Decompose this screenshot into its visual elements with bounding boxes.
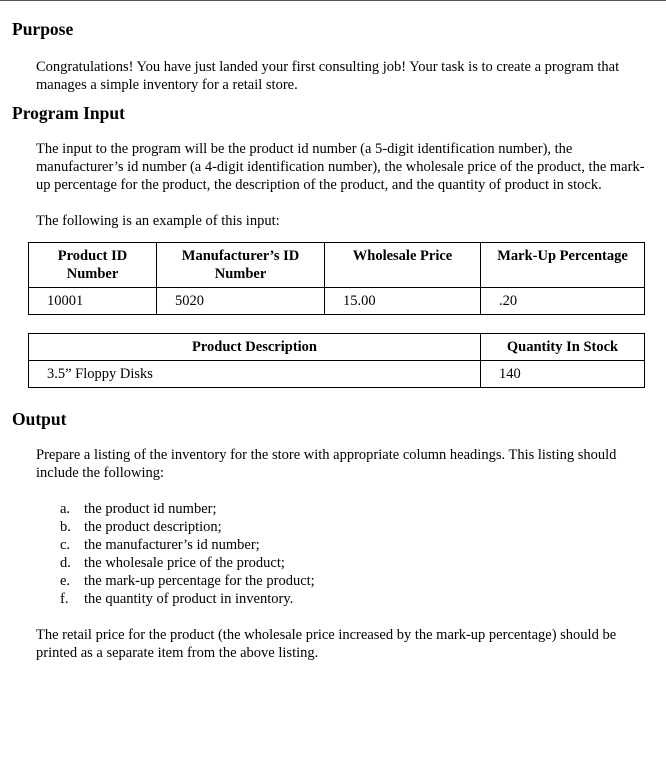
list-marker: e. bbox=[60, 573, 71, 589]
list-item-text: the product id number; bbox=[84, 501, 217, 517]
list-marker: d. bbox=[60, 555, 71, 571]
table-row bbox=[29, 361, 645, 388]
output-heading: Output bbox=[12, 409, 67, 429]
header-product-description: Product Description bbox=[29, 334, 481, 361]
header-markup-percentage: Mark-Up Percentage bbox=[481, 243, 645, 288]
header-manufacturer-id: Manufacturer’s ID Number bbox=[157, 243, 325, 288]
list-marker: f. bbox=[60, 591, 69, 607]
retail-price-note: The retail price for the product (the wholesale price increased by the mark-up percentage) should be printed as a separate item from the above listing. bbox=[36, 627, 617, 661]
list-item-text: the quantity of product in inventory. bbox=[84, 591, 294, 607]
table-header-row bbox=[29, 243, 645, 288]
list-item bbox=[60, 500, 652, 518]
document-page bbox=[12, 18, 652, 662]
list-item-text: the wholesale price of the product; bbox=[84, 555, 285, 571]
output-text: Prepare a listing of the inventory for the store with appropriate column headings. This listing should include the following: bbox=[36, 447, 617, 481]
cell-quantity-in-stock: 140 bbox=[481, 361, 645, 388]
list-item bbox=[60, 590, 652, 608]
cell-manufacturer-id: 5020 bbox=[157, 288, 325, 315]
output-list bbox=[60, 500, 652, 608]
purpose-heading: Purpose bbox=[12, 19, 74, 39]
list-item bbox=[60, 572, 652, 590]
cell-markup-percentage: .20 bbox=[481, 288, 645, 315]
table-row bbox=[29, 288, 645, 315]
top-rule bbox=[0, 0, 666, 1]
cell-wholesale-price: 15.00 bbox=[325, 288, 481, 315]
input-table-2 bbox=[28, 333, 645, 388]
example-intro: The following is an example of this input: bbox=[36, 213, 280, 229]
list-marker: c. bbox=[60, 537, 71, 553]
header-quantity-in-stock: Quantity In Stock bbox=[481, 334, 645, 361]
list-item-text: the mark-up percentage for the product; bbox=[84, 573, 315, 589]
list-item bbox=[60, 518, 652, 536]
cell-product-id: 10001 bbox=[29, 288, 157, 315]
header-wholesale-price: Wholesale Price bbox=[325, 243, 481, 288]
purpose-text: Congratulations! You have just landed your first consulting job! Your task is to create a program that manages a simple inventory for a retail store. bbox=[36, 59, 620, 93]
cell-product-description: 3.5” Floppy Disks bbox=[29, 361, 481, 388]
list-marker: b. bbox=[60, 519, 71, 535]
program-input-text: The input to the program will be the product id number (a 5-digit identification number), the manufacturer’s id number (a 4-digit identification number), the wholesale price of the product, the mark-up percentage for the product, the description of the product, and the quantity of product in stock. bbox=[36, 141, 645, 193]
list-item-text: the manufacturer’s id number; bbox=[84, 537, 260, 553]
list-item bbox=[60, 554, 652, 572]
header-product-id: Product ID Number bbox=[29, 243, 157, 288]
table-header-row bbox=[29, 334, 645, 361]
list-item bbox=[60, 536, 652, 554]
input-table-1 bbox=[28, 242, 645, 315]
list-marker: a. bbox=[60, 501, 71, 517]
list-item-text: the product description; bbox=[84, 519, 222, 535]
program-input-heading: Program Input bbox=[12, 103, 125, 123]
